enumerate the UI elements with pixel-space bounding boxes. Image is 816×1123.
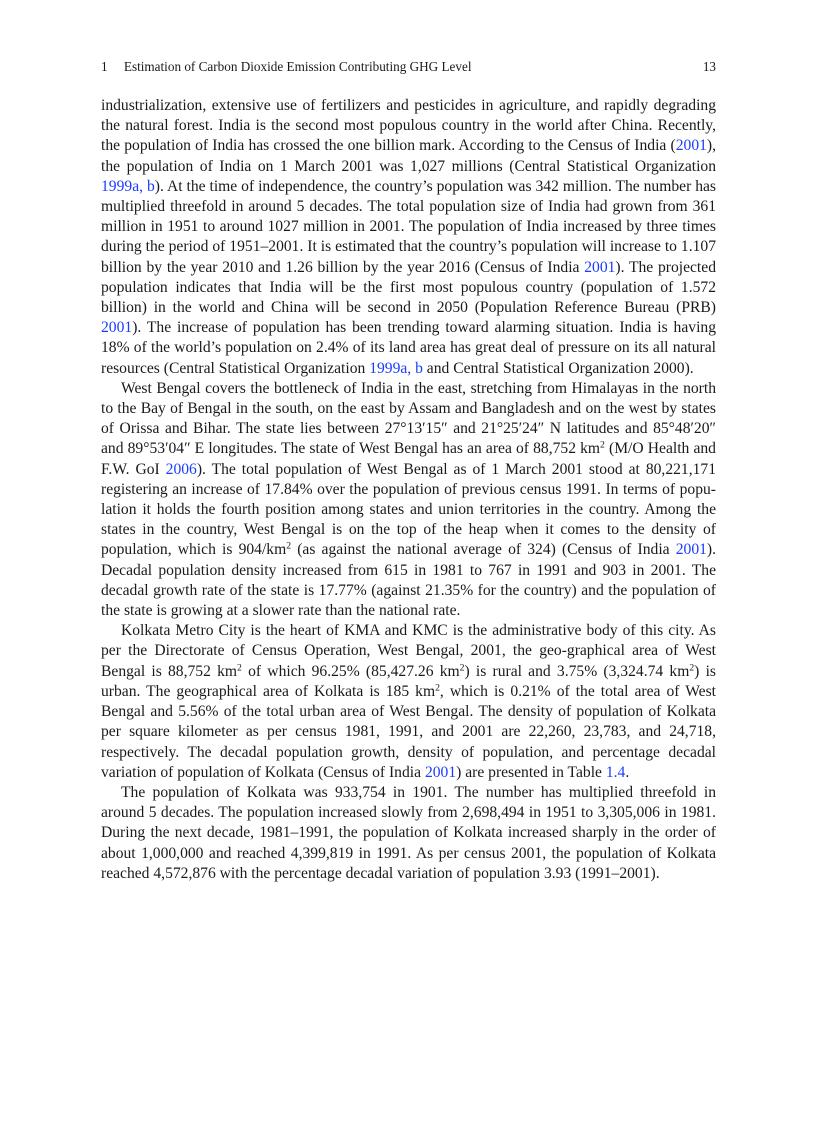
text-run: ). Decadal population density increased from 615 in 1981 to 767 in 1991 and 903 in 2001. The decadal growth rate of the state is 17.77% (against 21.35% for the country) and the population of the state is growing at a slower rate than the national rate.	[101, 541, 717, 620]
superscript: 2	[237, 662, 242, 674]
citation-link[interactable]: 1999a, b	[101, 177, 155, 195]
chapter-number: 1	[101, 59, 108, 74]
superscript: 2	[435, 682, 440, 694]
superscript: 2	[600, 440, 605, 452]
paragraph-india-population	[101, 96, 716, 379]
superscript: 2	[286, 541, 292, 553]
body-text	[101, 96, 716, 884]
text-run: ). The total population of West Bengal as of 1 March 2001 stood at 80,221,171 registering an increase of 17.84% over the population of previous census 1991. In terms of popu-lation it holds the fourth position among states and union territories in the country. Among the states in the country, West Bengal is on the top of the heap when it comes to the density of population, which is 904/km	[101, 460, 716, 559]
citation-link[interactable]: 2001	[675, 137, 707, 155]
paragraph-kolkata-metro	[101, 621, 716, 783]
text-run: and Central Statistical Organization 2000).	[422, 359, 694, 377]
text-run: Kolkata Metro City is the heart of KMA and KMC is the administrative body of this city. As per the Directorate of Census Operation, West Bengal, 2001, the geo-graphical area of West Bengal is 88,752 km	[101, 622, 716, 680]
chapter-title: Estimation of Carbon Dioxide Emission Contributing GHG Level	[123, 59, 472, 74]
running-head-left	[101, 58, 472, 76]
paragraph-kolkata-population	[101, 783, 716, 884]
text-run: The population of Kolkata was 933,754 in 1901. The number has multiplied threefold in around 5 decades. The population increased slowly from 2,698,494 in 1951 to 3,305,006 in 1981. During the next decade, 1981–1991, the population of Kolkata increased sharply in the order of about 1,000,000 and reached 4,399,819 in 1991. As per census 2001, the population of Kolkata reached 4,572,876 with the percentage decadal variation of population 3.93 (1991–2001).	[101, 783, 716, 882]
text-run: ). The projected population indicates that India will be the first most populous country (population of 1.572 billion) in the world and China will be second in 2050 (Population Reference Bureau (PRB)	[101, 258, 716, 317]
citation-link[interactable]: 2001	[424, 763, 457, 781]
text-run: of which 96.25% (85,427.26 km	[241, 662, 460, 680]
paragraph-west-bengal	[101, 379, 716, 621]
text-run: ), the population of India on 1 March 2001 was 1,027 millions (Central Statistical Organization	[101, 137, 716, 175]
text-run: ) is urban. The geographical area of Kolkata is 185 km	[101, 662, 716, 700]
citation-link[interactable]: 2001	[101, 319, 133, 337]
page-number: 13	[702, 59, 716, 74]
text-run: ). At the time of independence, the country’s population was 342 million. The number has multiplied threefold in around 5 decades. The total population size of India had grown from 361 million in 1951 to around 1027 million in 2001. The population of India increased by three times during the period of 1951–2001. It is estimated that the country’s population will increase to 1.107 billion by the year 2010 and 1.26 billion by the year 2016 (Census of India	[101, 177, 717, 276]
running-head	[101, 58, 716, 76]
citation-link[interactable]: 1999a, b	[369, 359, 423, 377]
superscript: 2	[459, 662, 465, 674]
text-run: West Bengal covers the bottleneck of India in the east, stretching from Himalayas in the north to the Bay of Bengal in the south, on the east by Assam and Bangladesh and on the west by states of Orissa and Bihar. The state lies between 27°13′15″ and 21°25′24″ N latitudes and 85°48′20″ and 89°53′04″ E longitudes. The state of West Bengal has an area of 88,752 km	[101, 379, 716, 458]
text-run: industrialization, extensive use of fertilizers and pesticides in agriculture, and rapidly degrading the natural forest. India is the second most populous country in the world after China. Recently, the population of India has crossed the one billion mark. According to the Census of India (	[101, 97, 716, 155]
text-run: ). The increase of population has been trending toward alarming situation. India is having 18% of the world’s population on 2.4% of its land area has great deal of pressure on its all natural resources (Central Statistical Organization	[101, 319, 716, 377]
table-reference-link[interactable]: 1.4	[605, 763, 626, 781]
citation-link[interactable]: 2006	[165, 460, 197, 478]
text-run: , which is 0.21% of the total area of West Bengal and 5.56% of the total urban area of West Bengal. The density of population of Kolkata per square kilometer as per census 1981, 1991, and 2001 are 22,260, 23,783, and 24,718, respectively. The decadal population growth, density of population, and percentage decadal variation of population of Kolkata (Census of India	[101, 682, 717, 781]
superscript: 2	[689, 662, 695, 674]
citation-link[interactable]: 2001	[584, 258, 616, 276]
citation-link[interactable]: 2001	[675, 541, 707, 559]
text-run: (M/O Health and F.W. GoI	[101, 440, 716, 478]
text-run: ) are presented in Table	[456, 763, 606, 781]
text-run: ) is rural and 3.75% (3,324.74 km	[464, 662, 690, 680]
text-run: .	[625, 763, 630, 781]
text-run: (as against the national average of 324) (Census of India	[291, 541, 676, 559]
